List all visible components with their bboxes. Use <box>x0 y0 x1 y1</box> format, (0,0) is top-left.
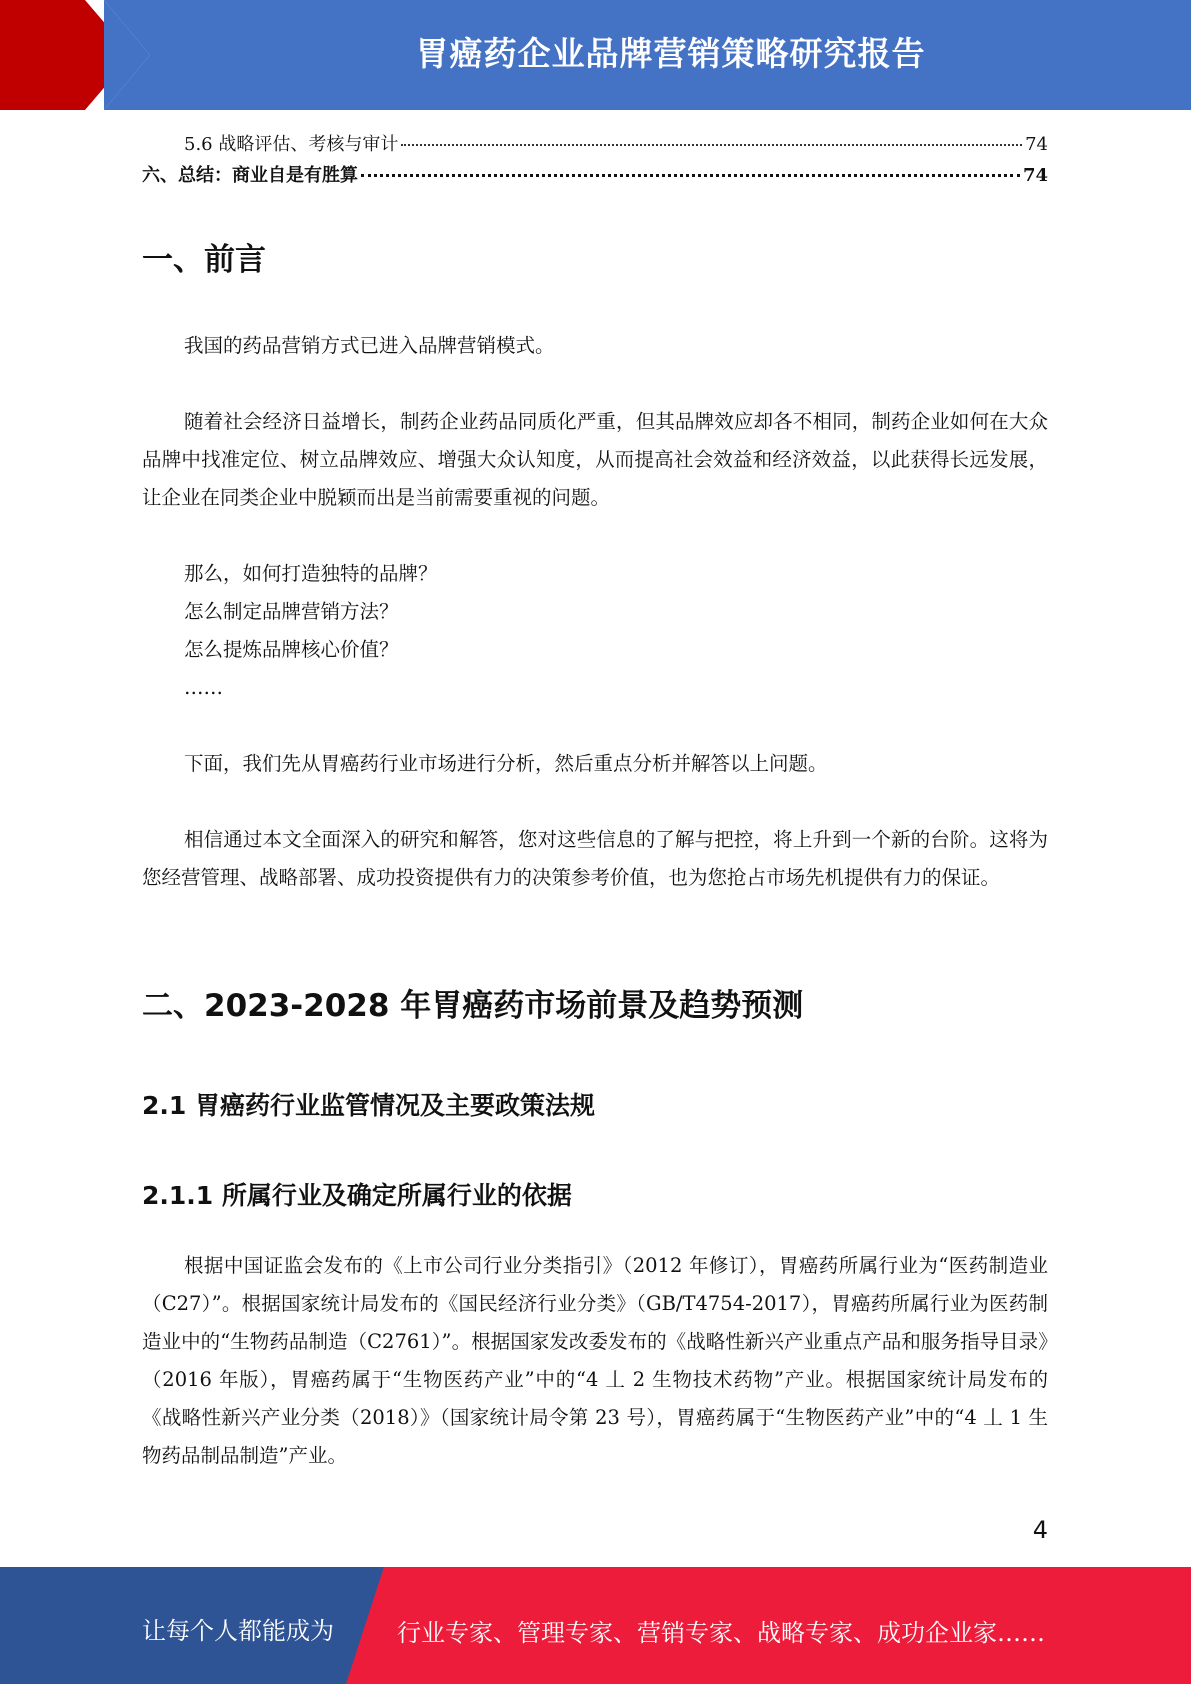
page-number: 4 <box>1032 1516 1048 1544</box>
page-footer <box>0 1567 1191 1684</box>
page-header <box>0 0 1191 110</box>
ellipsis-line: …… <box>184 676 223 699</box>
subsection-heading: 2.1.1 所属行业及确定所属行业的依据 <box>142 1181 572 1210</box>
toc-entry-label: 六、总结：商业自是有胜算 <box>142 165 358 186</box>
toc-entry[interactable] <box>142 161 1048 187</box>
toc-entry-label: 5.6 战略评估、考核与审计 <box>184 134 399 155</box>
subsection-heading: 2.1 胃癌药行业监管情况及主要政策法规 <box>142 1091 595 1120</box>
toc-leader-dots <box>401 144 1022 146</box>
toc-entry[interactable] <box>184 130 1048 156</box>
report-title: 胃癌药企业品牌营销策略研究报告 <box>415 34 926 73</box>
question-line: 那么，如何打造独特的品牌？ <box>184 562 438 585</box>
footer-slogan-right: 行业专家、管理专家、营销专家、战略专家、成功企业家…… <box>397 1619 1045 1647</box>
paragraph: 随着社会经济日益增长，制药企业药品同质化严重，但其品牌效应却各不相同，制药企业如何在大众品牌中找准定位、树立品牌效应、增强大众认知度，从而提高社会效益和经济效益，以此获得长远发展，让企业在同类企业中脱颖而出是当前需要重视的问题。 <box>142 410 1048 509</box>
section-heading: 二、2023-2028 年胃癌药市场前景及趋势预测 <box>142 988 804 1024</box>
paragraph: 我国的药品营销方式已进入品牌营销模式。 <box>184 334 555 357</box>
paragraph: 下面，我们先从胃癌药行业市场进行分析，然后重点分析并解答以上问题。 <box>184 752 828 775</box>
toc-entry-page: 74 <box>1022 165 1048 186</box>
question-line: 怎么提炼品牌核心价值？ <box>184 638 399 661</box>
question-line: 怎么制定品牌营销方法？ <box>184 600 399 623</box>
section-heading: 一、前言 <box>142 242 266 278</box>
paragraph: 根据中国证监会发布的《上市公司行业分类指引》（2012 年修订），胃癌药所属行业为“医药制造业（C27）”。根据国家统计局发布的《国民经济行业分类》（GB/T4754-2017），胃癌药所属行业为医药制造业中的“生物药品制造（C2761）”。根据国家发改委发布的《战略性新兴产业重点产品和服务指导目录》（2016 年版），胃癌药属于“生物医药产业”中的“4 丄 2 生物技术药物”产业。根据国家统计局发布的《战略性新兴产业分类（2018）》（国家统计局令第 23 号），胃癌药属于“生物医药产业”中的“4 丄 1 生物药品制品制造”产业。 <box>142 1254 1048 1467</box>
paragraph: 相信通过本文全面深入的研究和解答，您对这些信息的了解与把控，将上升到一个新的台阶。这将为您经营管理、战略部署、成功投资提供有力的决策参考价值，也为您抢占市场先机提供有力的保证。 <box>142 828 1048 889</box>
toc-entry-page: 74 <box>1025 134 1048 155</box>
footer-slogan-left: 让每个人都能成为 <box>142 1617 334 1645</box>
toc-leader-dots <box>361 174 1020 177</box>
